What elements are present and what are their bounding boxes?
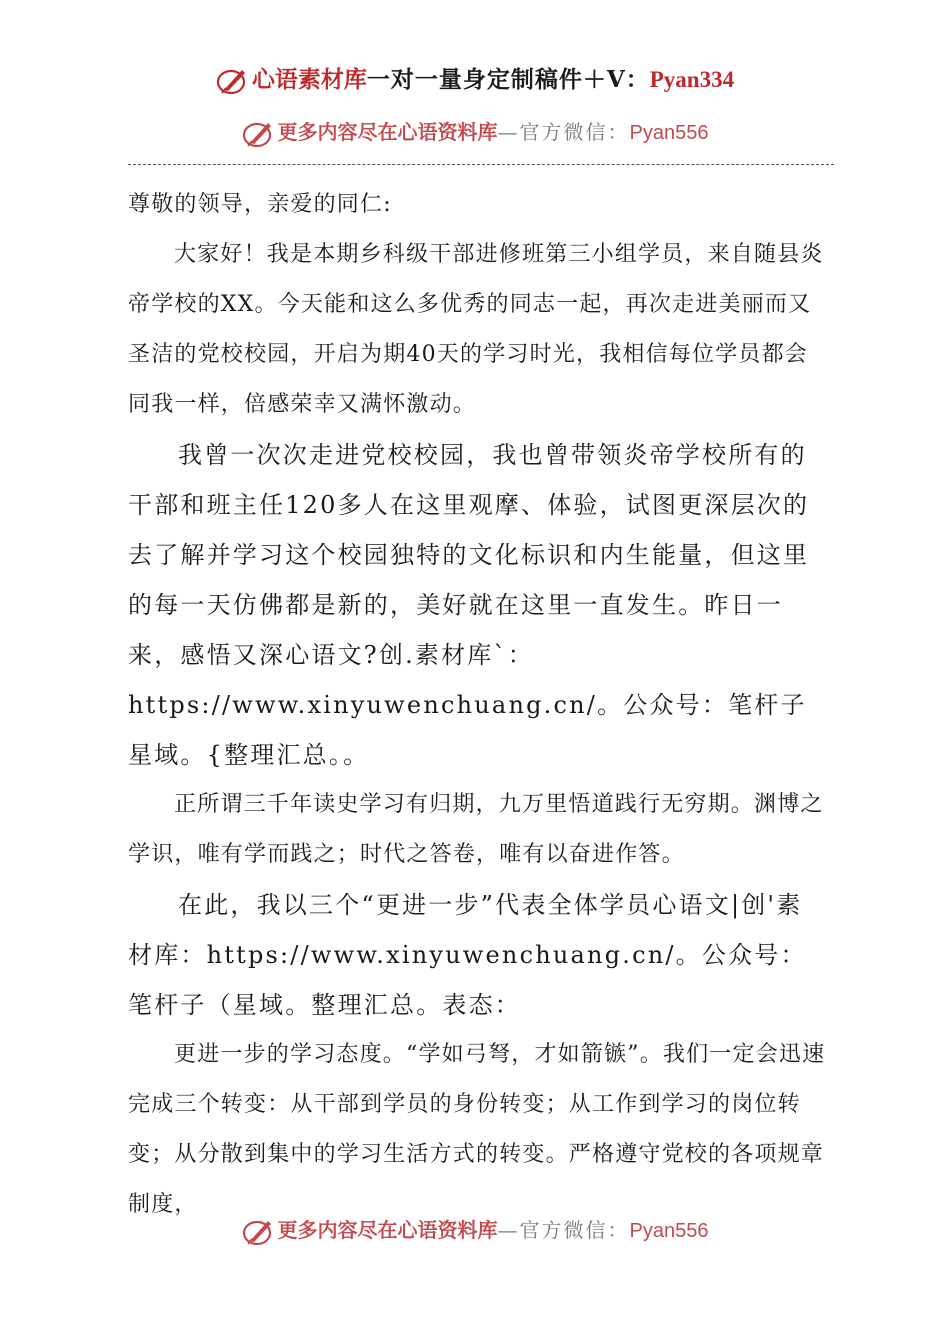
header-promo [0, 62, 950, 98]
salutation: 尊敬的领导，亲爱的同仁: [128, 192, 392, 217]
paragraph: 在此，我以三个“更进一步”代表全体学员心语文|创'素材库：https://www.xinyuwenchuang.cn/。公众号：笔杆子（星域。整理汇总。表态： [128, 891, 807, 1019]
bottom-banner [0, 1212, 950, 1249]
top-banner [0, 114, 950, 151]
banner-wechat-label: —官方微信： [497, 120, 630, 144]
paragraph: 更进一步的学习态度。“学如弓弩，才如箭镞”。我们一定会迅速完成三个转变：从干部到学员的身份转变；从工作到学习的岗位转变；从分散到集中的学习生活方式的转变。严格遵守党校的各项规章制度， [128, 1042, 826, 1217]
banner-wechat-label: —官方微信： [497, 1218, 630, 1242]
banner-wechat-id: Pyan556 [629, 122, 709, 144]
contact-code: Pyan334 [649, 67, 735, 92]
paragraph: 我曾一次次走进党校校园，我也曾带领炎帝学校所有的干部和班主任120多人在这里观摩、体验，试图更深层次的去了解并学习这个校园独特的文化标识和内生能量，但这里的每一天仿佛都是新的，美好就在这里一直发生。昨日一来，感悟又深心语文?创.素材库`：https://www.xinyuwenchuang.cn/。公众号：笔杆子星域。{整理汇总。。 [128, 441, 810, 769]
quill-logo-icon [216, 66, 250, 96]
banner-wechat-id: Pyan556 [629, 1220, 709, 1242]
promo-text: 一对一量身定制稿件＋V： [366, 66, 650, 93]
brand-name: 心语素材库 [251, 66, 367, 93]
banner-text: 更多内容尽在心语资料库 [277, 120, 498, 144]
paragraph: 正所谓三千年读史学习有归期，九万里悟道践行无穷期。渊博之学识，唯有学而践之；时代之答卷，唯有以奋进作答。 [128, 792, 824, 867]
banner-text: 更多内容尽在心语资料库 [277, 1218, 498, 1242]
document-body [128, 180, 828, 1230]
paragraph: 大家好！我是本期乡科级干部进修班第三小组学员，来自随县炎帝学校的XX。今天能和这么多优秀的同志一起，再次走进美丽而又圣洁的党校校园，开启为期40天的学习时光，我相信每位学员都会同我一样，倍感荣幸又满怀激动。 [128, 242, 824, 417]
quill-logo-icon [242, 119, 276, 149]
header-divider [128, 164, 834, 165]
quill-logo-icon [242, 1217, 276, 1247]
